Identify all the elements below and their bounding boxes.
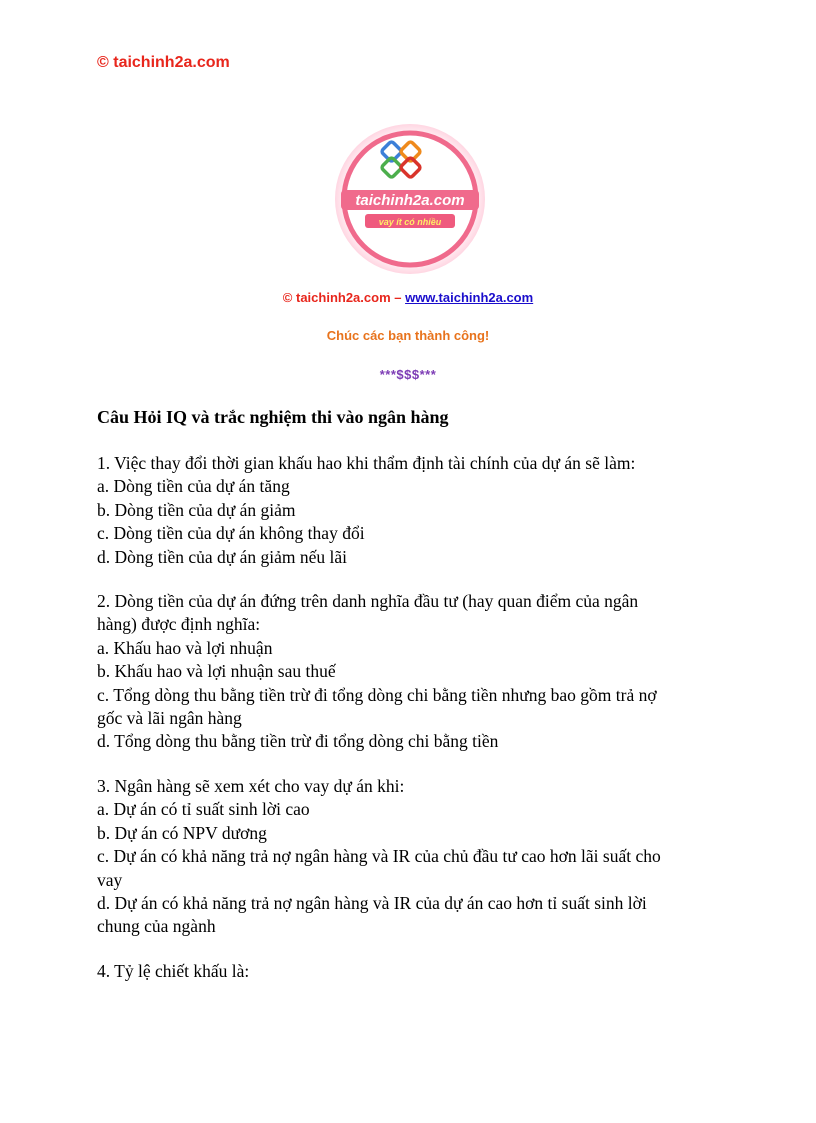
question-line: a. Dự án có tỉ suất sinh lời cao: [97, 799, 310, 820]
document-title: Câu Hỏi IQ và trắc nghiệm thi vào ngân hàng: [97, 407, 449, 427]
question-block: [97, 775, 717, 939]
question-line: d. Tổng dòng thu bằng tiền trừ đi tổng dòng chi bằng tiền: [97, 731, 499, 752]
question-stem: 1. Việc thay đổi thời gian khấu hao khi thẩm định tài chính của dự án sẽ làm:: [97, 453, 636, 473]
question-block: [97, 590, 717, 754]
question-list: [97, 452, 717, 1004]
question-line: d. Dòng tiền của dự án giảm nếu lãi: [97, 546, 348, 567]
question-line: d. Dự án có khả năng trả nợ ngân hàng và IR của dự án cao hơn tỉ suất sinh lời: [97, 892, 647, 913]
question-line: c. Tổng dòng thu bằng tiền trừ đi tổng dòng chi bằng tiền nhưng bao gồm trả nợ: [97, 684, 657, 705]
question-stem: 2. Dòng tiền của dự án đứng trên danh nghĩa đầu tư (hay quan điểm của ngân: [97, 591, 639, 612]
question-block: [97, 960, 717, 983]
question-line: c. Dự án có khả năng trả nợ ngân hàng và IR của chủ đầu tư cao hơn lãi suất cho: [97, 846, 661, 867]
question-line: b. Khấu hao và lợi nhuận sau thuế: [97, 661, 336, 682]
question-line: hàng) được định nghĩa:: [97, 614, 261, 635]
decorative-stars: ***$$$***: [379, 367, 437, 382]
question-line: chung của ngành: [97, 916, 216, 937]
logo: [333, 122, 487, 276]
logo-graphic: [333, 122, 487, 276]
question-block: [97, 452, 717, 569]
question-line: c. Dòng tiền của dự án không thay đổi: [97, 523, 365, 544]
question-line: gốc và lãi ngân hàng: [97, 708, 242, 729]
question-line: a. Khấu hao và lợi nhuận: [97, 637, 273, 658]
logo-ring-text: taichinh2a.com: [355, 192, 465, 209]
site-link[interactable]: www.taichinh2a.com: [405, 290, 534, 305]
header-brand: © taichinh2a.com: [97, 54, 230, 71]
question-line: a. Dòng tiền của dự án tăng: [97, 476, 290, 497]
site-prefix: © taichinh2a.com –: [282, 290, 406, 305]
logo-tagline: vay ít có nhiều: [378, 217, 442, 227]
question-stem: 3. Ngân hàng sẽ xem xét cho vay dự án khi:: [97, 775, 405, 796]
question-line: vay: [97, 869, 123, 890]
question-stem: 4. Tỷ lệ chiết khấu là:: [97, 960, 250, 981]
site-line: [0, 290, 816, 305]
question-line: b. Dòng tiền của dự án giảm: [97, 499, 296, 520]
wish-text: Chúc các bạn thành công!: [326, 328, 490, 343]
question-line: b. Dự án có NPV dương: [97, 822, 267, 843]
